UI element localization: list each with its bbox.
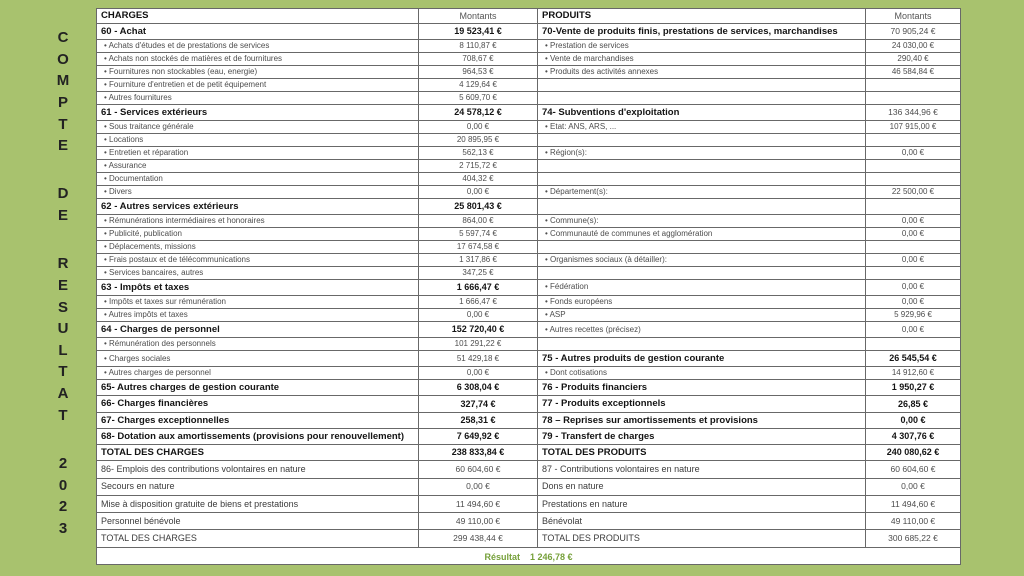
produits-row-label: 78 – Reprises sur amortissements et provisions <box>538 412 866 428</box>
charges-row-label: • Impôts et taxes sur rémunération <box>97 296 419 309</box>
charges-row-amount: 327,74 € <box>419 396 538 412</box>
result-cell <box>97 548 961 565</box>
produits-row-label <box>538 79 866 92</box>
produits-row-amount: 0,00 € <box>866 321 961 337</box>
produits-row-amount: 60 604,60 € <box>866 461 961 478</box>
produits-row-amount: 24 030,00 € <box>866 40 961 53</box>
produits-row-label: Dons en nature <box>538 478 866 495</box>
charges-row-amount: 19 523,41 € <box>419 24 538 40</box>
vertical-title-letter: E <box>57 207 68 224</box>
table-row <box>97 412 961 428</box>
charges-row-amount: 708,67 € <box>419 53 538 66</box>
result-label: Résultat <box>484 552 520 562</box>
produits-row-label: 79 - Transfert de charges <box>538 428 866 444</box>
produits-row-label: Bénévolat <box>538 513 866 530</box>
table-row <box>97 530 961 548</box>
table-row <box>97 198 961 214</box>
charges-row-label: • Entretien et réparation <box>97 147 419 160</box>
charges-row-amount: 5 597,74 € <box>419 228 538 241</box>
charges-row-amount: 6 308,04 € <box>419 380 538 396</box>
produits-row-label: • Fonds européens <box>538 296 866 309</box>
charges-row-label: • Documentation <box>97 172 419 185</box>
charges-row-label: 61 - Services extérieurs <box>97 104 419 120</box>
produits-row-amount: 290,40 € <box>866 53 961 66</box>
table-row <box>97 228 961 241</box>
charges-row-amount: 238 833,84 € <box>419 445 538 461</box>
charges-row-amount: 4 129,64 € <box>419 79 538 92</box>
produits-row-amount: 0,00 € <box>866 279 961 295</box>
table-row <box>97 266 961 279</box>
charges-row-amount: 964,53 € <box>419 66 538 79</box>
charges-row-amount: 20 895,95 € <box>419 134 538 147</box>
charges-row-label: • Locations <box>97 134 419 147</box>
produits-row-label: Prestations en nature <box>538 495 866 512</box>
charges-row-amount: 7 649,92 € <box>419 428 538 444</box>
charges-row-label: • Autres impôts et taxes <box>97 309 419 322</box>
produits-row-label <box>538 198 866 214</box>
table-row <box>97 495 961 512</box>
charges-row-amount: 258,31 € <box>419 412 538 428</box>
charges-row-label: Secours en nature <box>97 478 419 495</box>
produits-row-label: • Autres recettes (précisez) <box>538 321 866 337</box>
produits-row-label: TOTAL DES PRODUITS <box>538 445 866 461</box>
charges-row-label: Mise à disposition gratuite de biens et prestations <box>97 495 419 512</box>
table-row <box>97 396 961 412</box>
table-row <box>97 309 961 322</box>
vertical-title-letter: 2 <box>58 454 68 472</box>
charges-row-label: • Publicité, publication <box>97 228 419 241</box>
charges-row-amount: 60 604,60 € <box>419 461 538 478</box>
charges-row-label: • Fourniture d'entretien et de petit équipement <box>97 79 419 92</box>
produits-row-amount <box>866 172 961 185</box>
vertical-title-letter: E <box>57 276 68 294</box>
produits-header: PRODUITS <box>538 9 866 24</box>
produits-row-amount: 26,85 € <box>866 396 961 412</box>
produits-row-amount <box>866 198 961 214</box>
charges-row-label: • Rémunération des personnels <box>97 338 419 351</box>
produits-row-label: 75 - Autres produits de gestion courante <box>538 351 866 367</box>
vertical-title-letter: E <box>57 137 68 155</box>
charges-row-amount: 0,00 € <box>419 367 538 380</box>
income-statement-sheet <box>96 8 960 565</box>
produits-row-amount <box>866 338 961 351</box>
charges-row-label: • Sous traitance générale <box>97 121 419 134</box>
produits-row-amount: 0,00 € <box>866 296 961 309</box>
table-row <box>97 66 961 79</box>
produits-row-amount: 14 912,60 € <box>866 367 961 380</box>
charges-row-amount: 347,25 € <box>419 266 538 279</box>
charges-row-label: TOTAL DES CHARGES <box>97 445 419 461</box>
produits-row-label: • ASP <box>538 309 866 322</box>
charges-row-label: • Charges sociales <box>97 351 419 367</box>
charges-row-label: 67- Charges exceptionnelles <box>97 412 419 428</box>
produits-row-label: 87 - Contributions volontaires en nature <box>538 461 866 478</box>
produits-row-amount: 0,00 € <box>866 147 961 160</box>
produits-row-amount: 70 905,24 € <box>866 24 961 40</box>
table-row <box>97 321 961 337</box>
produits-row-label: • Etat: ANS, ARS, ... <box>538 121 866 134</box>
produits-row-label <box>538 160 866 173</box>
produits-row-amount: 22 500,00 € <box>866 185 961 198</box>
produits-row-amount <box>866 266 961 279</box>
produits-row-label <box>538 338 866 351</box>
vertical-title-letter: T <box>58 406 68 424</box>
table-row <box>97 185 961 198</box>
charges-row-amount: 0,00 € <box>419 478 538 495</box>
vertical-title-letter: C <box>57 29 69 46</box>
produits-row-amount: 107 915,00 € <box>866 121 961 134</box>
produits-row-label: • Communauté de communes et agglomération <box>538 228 866 241</box>
produits-row-label: • Fédération <box>538 279 866 295</box>
charges-row-amount: 8 110,87 € <box>419 40 538 53</box>
produits-row-label: • Vente de marchandises <box>538 53 866 66</box>
table-row <box>97 160 961 173</box>
charges-row-amount: 11 494,60 € <box>419 495 538 512</box>
charges-row-amount: 404,32 € <box>419 172 538 185</box>
produits-row-label <box>538 134 866 147</box>
charges-header: CHARGES <box>97 9 419 24</box>
charges-row-label: • Divers <box>97 185 419 198</box>
charges-row-label: 63 - Impôts et taxes <box>97 279 419 295</box>
produits-row-label: 74- Subventions d'exploitation <box>538 104 866 120</box>
vertical-title-letter: 0 <box>58 476 68 494</box>
vertical-title-letter: M <box>56 72 70 90</box>
table-row <box>97 121 961 134</box>
charges-row-amount: 25 801,43 € <box>419 198 538 214</box>
produits-row-amount <box>866 134 961 147</box>
produits-row-label: 76 - Produits financiers <box>538 380 866 396</box>
charges-row-label: • Fournitures non stockables (eau, energie) <box>97 66 419 79</box>
charges-row-label: • Achats non stockés de matières et de fournitures <box>97 53 419 66</box>
produits-row-label: • Dont cotisations <box>538 367 866 380</box>
produits-montants-header: Montants <box>866 9 961 24</box>
vertical-title-letter: 3 <box>58 519 68 537</box>
produits-row-label: 77 - Produits exceptionnels <box>538 396 866 412</box>
charges-row-amount: 1 666,47 € <box>419 279 538 295</box>
produits-row-amount <box>866 92 961 105</box>
charges-row-label: • Assurance <box>97 160 419 173</box>
produits-row-label: • Région(s): <box>538 147 866 160</box>
produits-row-amount: 0,00 € <box>866 228 961 241</box>
result-value: 1 246,78 € <box>529 552 573 562</box>
vertical-title-letter: T <box>58 115 68 133</box>
table-row <box>97 53 961 66</box>
produits-row-label: • Prestation de services <box>538 40 866 53</box>
vertical-title-letter: 2 <box>58 498 68 516</box>
charges-row-label: 62 - Autres services extérieurs <box>97 198 419 214</box>
charges-row-amount: 0,00 € <box>419 185 538 198</box>
result-row <box>97 548 961 565</box>
charges-row-label: • Rémunérations intermédiaires et honoraires <box>97 215 419 228</box>
charges-row-amount: 562,13 € <box>419 147 538 160</box>
charges-row-label: • Services bancaires, autres <box>97 266 419 279</box>
charges-row-label: 68- Dotation aux amortissements (provisions pour renouvellement) <box>97 428 419 444</box>
produits-row-label <box>538 241 866 254</box>
charges-row-amount: 5 609,70 € <box>419 92 538 105</box>
produits-row-amount: 0,00 € <box>866 215 961 228</box>
table-row <box>97 367 961 380</box>
produits-row-label: • Département(s): <box>538 185 866 198</box>
produits-row-amount: 300 685,22 € <box>866 530 961 548</box>
charges-row-amount: 1 317,86 € <box>419 253 538 266</box>
produits-row-amount <box>866 160 961 173</box>
produits-row-amount: 0,00 € <box>866 253 961 266</box>
vertical-title-letter: P <box>57 93 68 111</box>
table-row <box>97 92 961 105</box>
table-row <box>97 253 961 266</box>
charges-row-amount: 1 666,47 € <box>419 296 538 309</box>
vertical-title-letter: D <box>57 185 69 203</box>
charges-row-amount: 24 578,12 € <box>419 104 538 120</box>
produits-row-label: • Produits des activités annexes <box>538 66 866 79</box>
charges-row-amount: 17 674,58 € <box>419 241 538 254</box>
vertical-title-letter: T <box>58 363 68 381</box>
vertical-title-letter: A <box>57 385 69 402</box>
produits-row-amount: 240 080,62 € <box>866 445 961 461</box>
table-row <box>97 351 961 367</box>
charges-row-amount: 49 110,00 € <box>419 513 538 530</box>
charges-row-label: 66- Charges financières <box>97 396 419 412</box>
vertical-title-letter: S <box>57 298 68 316</box>
produits-row-amount: 1 950,27 € <box>866 380 961 396</box>
produits-row-amount: 26 545,54 € <box>866 351 961 367</box>
charges-row-label: 60 - Achat <box>97 24 419 40</box>
produits-row-amount: 46 584,84 € <box>866 66 961 79</box>
charges-row-label: 64 - Charges de personnel <box>97 321 419 337</box>
produits-row-label: 70-Vente de produits finis, prestations de services, marchandises <box>538 24 866 40</box>
table-row <box>97 478 961 495</box>
charges-row-amount: 101 291,22 € <box>419 338 538 351</box>
produits-row-amount: 0,00 € <box>866 478 961 495</box>
produits-row-amount <box>866 241 961 254</box>
table-row <box>97 380 961 396</box>
vertical-title-letter: R <box>57 255 69 273</box>
produits-row-label: • Commune(s): <box>538 215 866 228</box>
produits-row-amount: 5 929,96 € <box>866 309 961 322</box>
charges-row-label: 65- Autres charges de gestion courante <box>97 380 419 396</box>
table-row <box>97 445 961 461</box>
charges-row-label: 86- Emplois des contributions volontaires en nature <box>97 461 419 478</box>
table-row <box>97 241 961 254</box>
charges-row-label: • Frais postaux et de télécommunications <box>97 253 419 266</box>
table-row <box>97 338 961 351</box>
charges-row-label: Personnel bénévole <box>97 513 419 530</box>
table-header-row <box>97 9 961 24</box>
charges-montants-header: Montants <box>419 9 538 24</box>
table-row <box>97 40 961 53</box>
charges-row-label: • Déplacements, missions <box>97 241 419 254</box>
income-statement-table <box>96 8 961 565</box>
charges-row-label: • Autres fournitures <box>97 92 419 105</box>
table-row <box>97 24 961 40</box>
vertical-title <box>30 30 96 536</box>
table-row <box>97 79 961 92</box>
charges-row-label: TOTAL DES CHARGES <box>97 530 419 548</box>
table-row <box>97 461 961 478</box>
vertical-title-letter: L <box>58 341 68 359</box>
table-row <box>97 279 961 295</box>
produits-row-label: • Organismes sociaux (à détailler): <box>538 253 866 266</box>
table-row <box>97 215 961 228</box>
charges-row-label: • Achats d'études et de prestations de services <box>97 40 419 53</box>
produits-row-amount: 136 344,96 € <box>866 104 961 120</box>
produits-row-label <box>538 172 866 185</box>
table-row <box>97 513 961 530</box>
produits-row-amount: 0,00 € <box>866 412 961 428</box>
charges-row-amount: 0,00 € <box>419 309 538 322</box>
charges-row-amount: 2 715,72 € <box>419 160 538 173</box>
produits-row-amount: 11 494,60 € <box>866 495 961 512</box>
table-row <box>97 104 961 120</box>
vertical-title-letter: O <box>57 50 69 68</box>
charges-row-amount: 51 429,18 € <box>419 351 538 367</box>
charges-row-amount: 864,00 € <box>419 215 538 228</box>
produits-row-label: TOTAL DES PRODUITS <box>538 530 866 548</box>
charges-row-amount: 152 720,40 € <box>419 321 538 337</box>
produits-row-amount: 49 110,00 € <box>866 513 961 530</box>
table-row <box>97 147 961 160</box>
table-row <box>97 428 961 444</box>
produits-row-amount <box>866 79 961 92</box>
produits-row-amount: 4 307,76 € <box>866 428 961 444</box>
vertical-title-letter: U <box>57 320 69 338</box>
charges-row-label: • Autres charges de personnel <box>97 367 419 380</box>
table-row <box>97 172 961 185</box>
produits-row-label <box>538 266 866 279</box>
produits-row-label <box>538 92 866 105</box>
charges-row-amount: 0,00 € <box>419 121 538 134</box>
charges-row-amount: 299 438,44 € <box>419 530 538 548</box>
table-row <box>97 134 961 147</box>
table-row <box>97 296 961 309</box>
table-body <box>97 24 961 548</box>
